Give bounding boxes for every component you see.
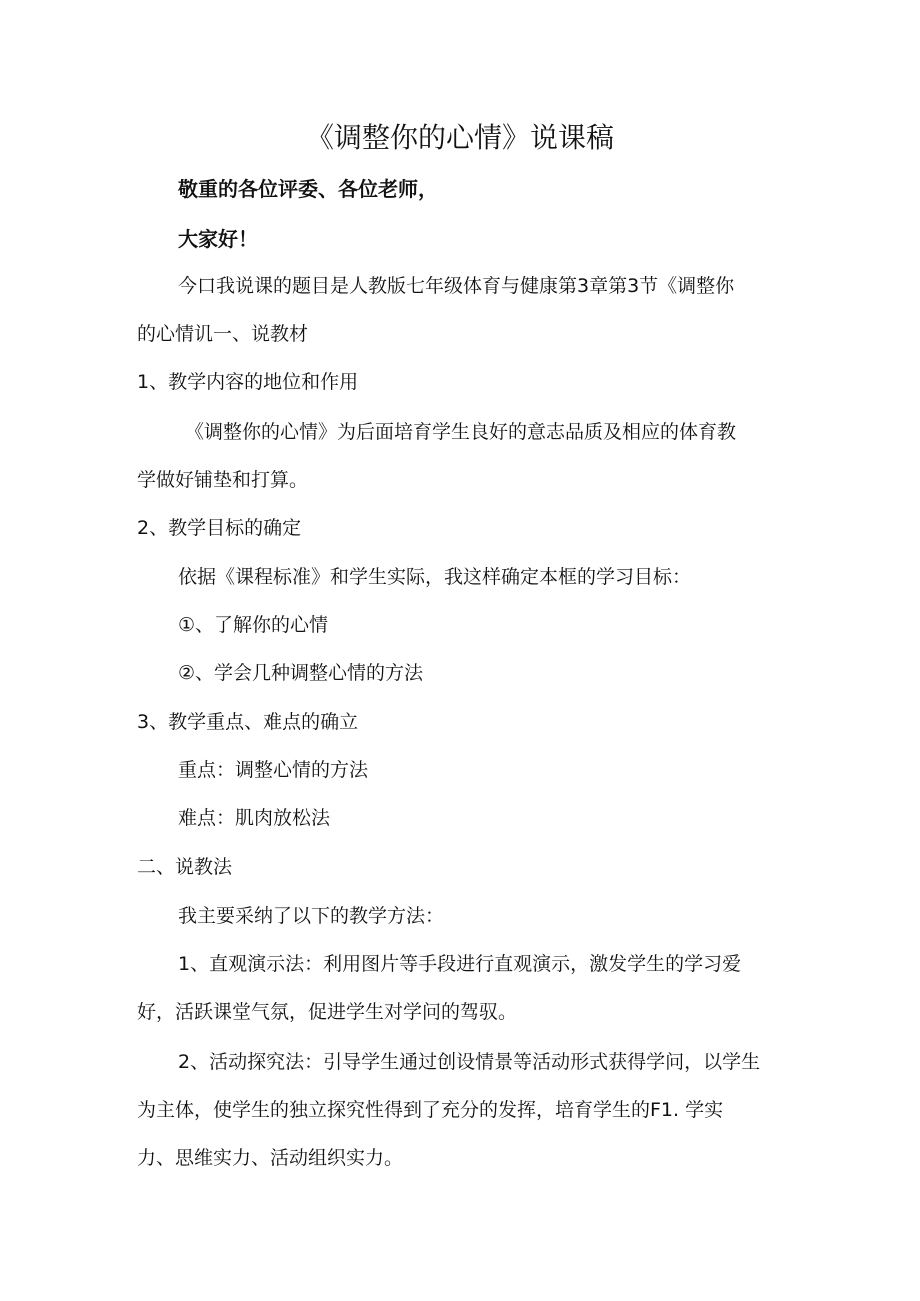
part-2-intro: 我主要采纳了以下的教学方法： bbox=[178, 905, 445, 927]
difficult-point: 难点：肌肉放松法 bbox=[178, 807, 331, 829]
method-1-line-1: 1、直观演示法：利用图片等手段进行直观演示，激发学生的学习爱 bbox=[178, 953, 742, 975]
section-2-heading: 2、教学目标的确定 bbox=[137, 517, 302, 539]
method-2-line-3: 力、思维实力、活动组织实力。 bbox=[137, 1147, 404, 1169]
section-3-heading: 3、教学重点、难点的确立 bbox=[137, 711, 359, 733]
key-point: 重点：调整心情的方法 bbox=[178, 759, 369, 781]
part-2-heading: 二、说教法 bbox=[137, 856, 233, 878]
section-1-paragraph-line-2: 学做好铺垫和打算。 bbox=[137, 469, 309, 491]
greeting-line-2: 大家好！ bbox=[178, 227, 258, 251]
method-2-line-2: 为主体，使学生的独立探究性得到了充分的发挥，培育学生的F1. 学实 bbox=[137, 1099, 724, 1121]
intro-line-1: 今口我说课的题目是人教版七年级体育与健康第3章第3节《调整你 bbox=[178, 275, 735, 297]
method-1-line-2: 好，活跃课堂气氛，促进学生对学问的驾驭。 bbox=[137, 1001, 518, 1023]
objective-item-1: ①、了解你的心情 bbox=[178, 614, 329, 636]
section-1-paragraph-line-1: 《调整你的心情》为后面培育学生良好的意志品质及相应的体育教 bbox=[185, 421, 737, 443]
intro-line-2: 的心情讥一、说教材 bbox=[137, 323, 309, 345]
objective-item-2: ②、学会几种调整心情的方法 bbox=[178, 662, 424, 684]
section-1-heading: 1、教学内容的地位和作用 bbox=[137, 371, 359, 393]
greeting-line-1: 敬重的各位评委、各位老师， bbox=[178, 177, 438, 201]
method-2-line-1: 2、活动探究法：引导学生通过创设情景等活动形式获得学问，以学生 bbox=[178, 1051, 761, 1073]
document-title: 《调整你的心情》说课稿 bbox=[305, 121, 614, 154]
section-2-paragraph: 依据《课程标准》和学生实际，我这样确定本框的学习目标： bbox=[178, 566, 692, 588]
